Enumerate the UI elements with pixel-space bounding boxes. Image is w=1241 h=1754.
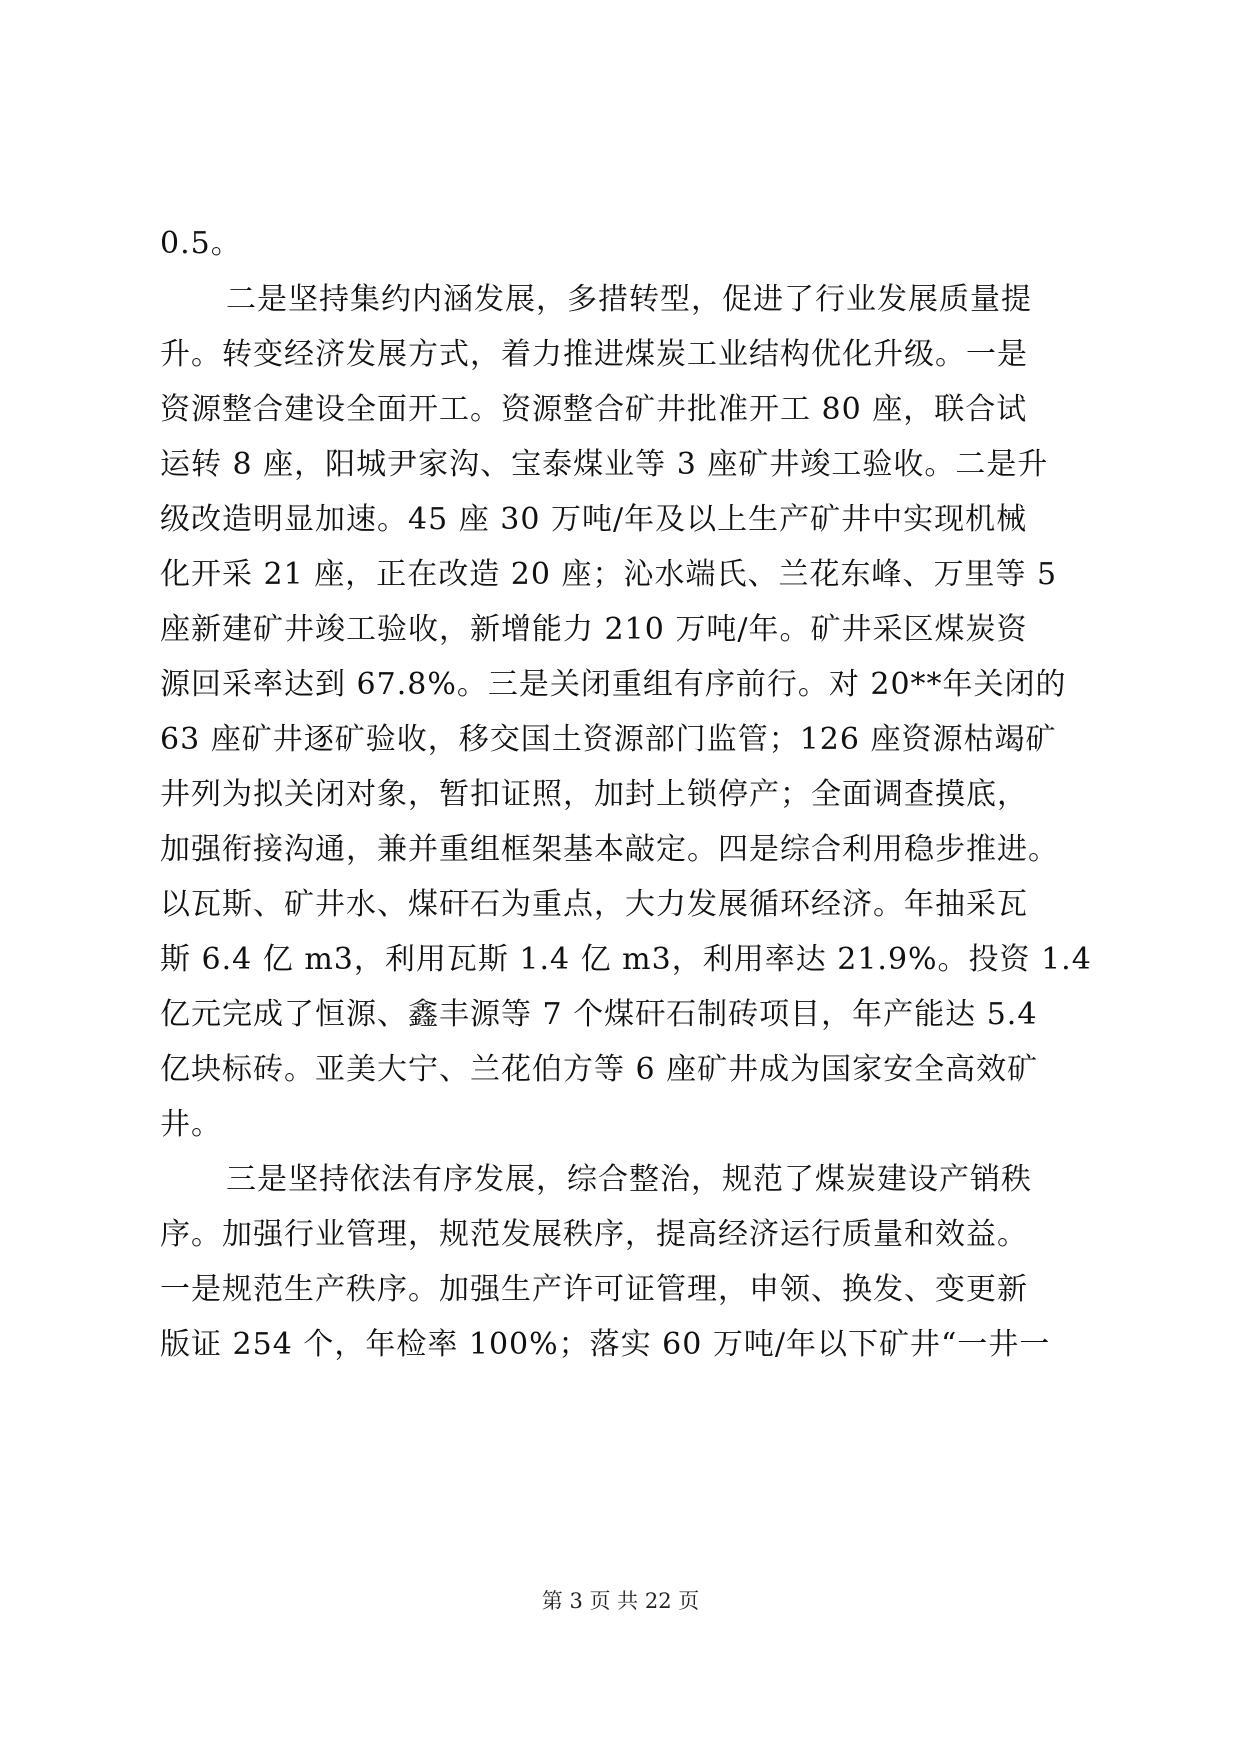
text-line: 化开采 21 座，正在改造 20 座；沁水端氏、兰花东峰、万里等 5 [160,557,1058,592]
text-line: 资源整合建设全面开工。资源整合矿井批准开工 80 座，联合试 [160,392,1028,427]
text-line: 源回采率达到 67.8%。三是关闭重组有序前行。对 20**年关闭的 [160,667,1067,702]
text-line: 斯 6.4 亿 m3，利用瓦斯 1.4 亿 m3，利用率达 21.9%。投资 1.4 [160,942,1092,977]
text-line: 升。转变经济发展方式，着力推进煤炭工业结构优化升级。一是 [160,337,1028,372]
text-line: 井列为拟关闭对象，暂扣证照，加封上锁停产；全面调查摸底， [160,777,1028,812]
text-line: 级改造明显加速。45 座 30 万吨/年及以上生产矿井中实现机械 [160,502,1028,537]
text-line: 版证 254 个，年检率 100%；落实 60 万吨/年以下矿井“一井一 [160,1327,1051,1362]
text-line: 亿块标砖。亚美大宁、兰花伯方等 6 座矿井成为国家安全高效矿 [160,1052,1039,1087]
page-footer: 第 3 页 共 22 页 [541,1589,700,1613]
text-line: 座新建矿井竣工验收，新增能力 210 万吨/年。矿井采区煤炭资 [160,612,1028,647]
text-line: 序。加强行业管理，规范发展秩序，提高经济运行质量和效益。 [160,1217,1028,1252]
text-line: 以瓦斯、矿井水、煤矸石为重点，大力发展循环经济。年抽采瓦 [160,887,1028,922]
text-line: 63 座矿井逐矿验收，移交国土资源部门监管；126 座资源枯竭矿 [160,722,1057,757]
text-line: 0.5。 [160,226,242,261]
paragraph-line: 三是坚持依法有序发展，综合整治，规范了煤炭建设产销秩 [226,1162,1032,1197]
paragraph-line: 二是坚持集约内涵发展，多措转型，促进了行业发展质量提 [226,282,1032,317]
text-line: 加强衔接沟通，兼并重组框架基本敲定。四是综合利用稳步推进。 [160,832,1059,867]
text-line: 亿元完成了恒源、鑫丰源等 7 个煤矸石制砖项目，年产能达 5.4 [160,997,1038,1032]
text-line: 运转 8 座，阳城尹家沟、宝泰煤业等 3 座矿井竣工验收。二是升 [160,447,1049,482]
text-line: 一是规范生产秩序。加强生产许可证管理，申领、换发、变更新 [160,1272,1028,1307]
text-line: 井。 [160,1107,222,1142]
